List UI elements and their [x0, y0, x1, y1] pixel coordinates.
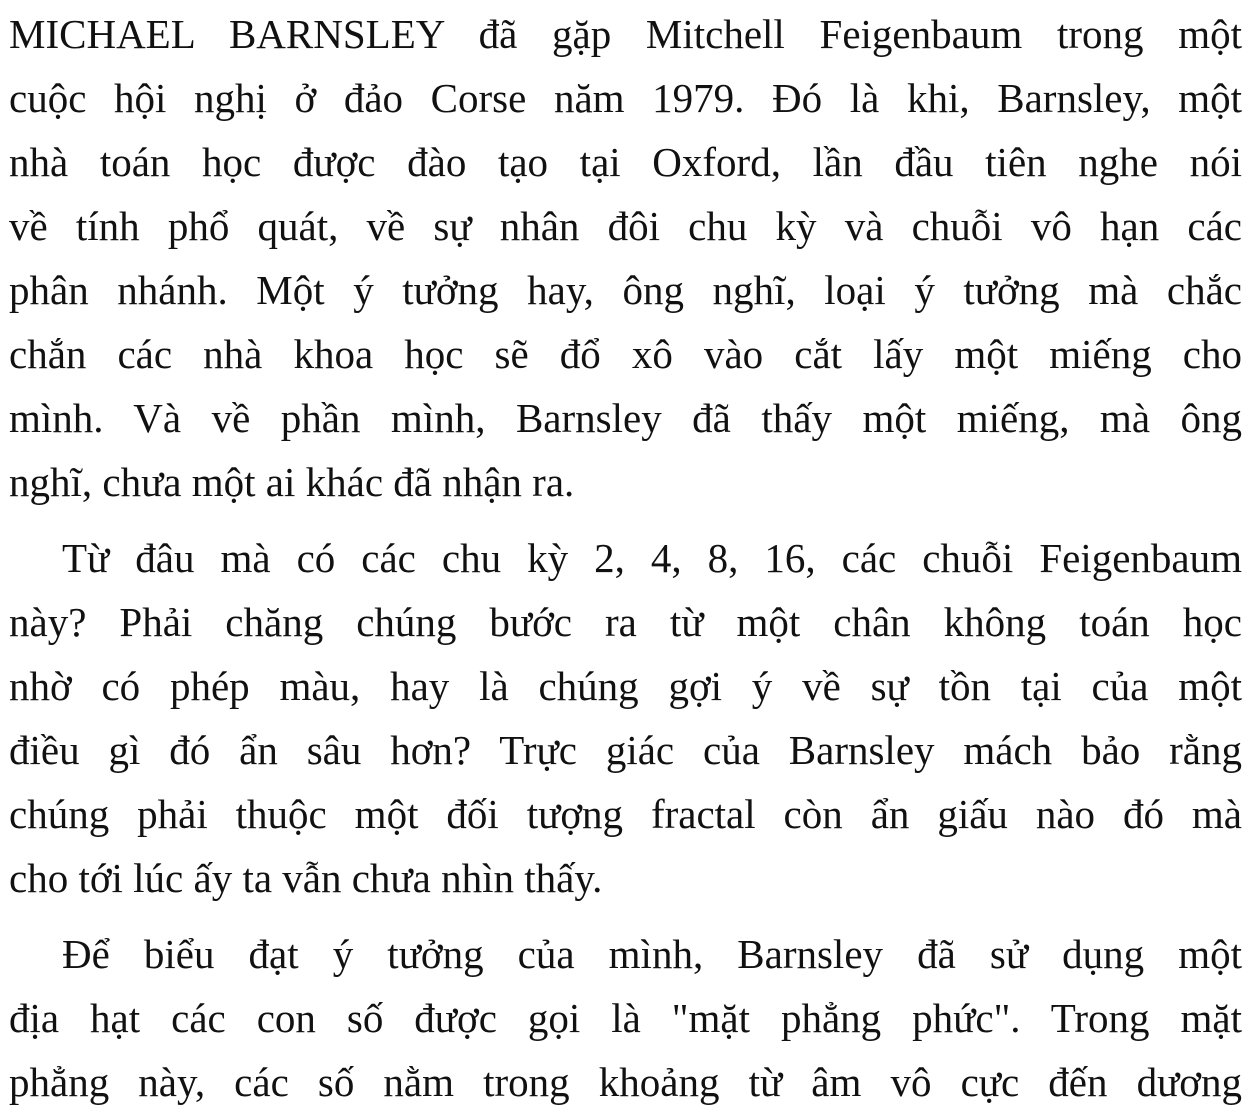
text-line: địa hạt các con số được gọi là "mặt phẳng phức". Trong mặt [9, 995, 1242, 1041]
text-line: nghĩ, chưa một ai khác đã nhận ra. [9, 459, 575, 505]
text-line: nhờ có phép màu, hay là chúng gợi ý về sự tồn tại của một [9, 663, 1242, 709]
text-line: phẳng này, các số nằm trong khoảng từ âm vô cực đến dương [9, 1059, 1242, 1105]
text-line: về tính phổ quát, về sự nhân đôi chu kỳ và chuỗi vô hạn các [9, 203, 1242, 249]
paragraph-3 [0, 922, 1248, 1114]
text-line: mình. Và về phần mình, Barnsley đã thấy một miếng, mà ông [9, 395, 1242, 441]
text-line: này? Phải chăng chúng bước ra từ một chân không toán học [9, 599, 1242, 645]
text-line: điều gì đó ẩn sâu hơn? Trực giác của Barnsley mách bảo rằng [9, 727, 1242, 773]
text-line: nhà toán học được đào tạo tại Oxford, lần đầu tiên nghe nói [9, 139, 1242, 185]
text-line: MICHAEL BARNSLEY đã gặp Mitchell Feigenbaum trong một [9, 11, 1242, 57]
text-line: chúng phải thuộc một đối tượng fractal còn ẩn giấu nào đó mà [9, 791, 1242, 837]
text-line: chắn các nhà khoa học sẽ đổ xô vào cắt lấy một miếng cho [9, 331, 1242, 377]
text-line: cuộc hội nghị ở đảo Corse năm 1979. Đó là khi, Barnsley, một [9, 75, 1242, 121]
paragraph-1 [0, 2, 1248, 514]
text-line: phân nhánh. Một ý tưởng hay, ông nghĩ, loại ý tưởng mà chắc [9, 267, 1242, 313]
text-line: Để biểu đạt ý tưởng của mình, Barnsley đã sử dụng một [62, 931, 1242, 977]
paragraph-2 [0, 526, 1248, 910]
text-line: cho tới lúc ấy ta vẫn chưa nhìn thấy. [9, 855, 603, 901]
text-line: Từ đâu mà có các chu kỳ 2, 4, 8, 16, các chuỗi Feigenbaum [62, 535, 1242, 581]
